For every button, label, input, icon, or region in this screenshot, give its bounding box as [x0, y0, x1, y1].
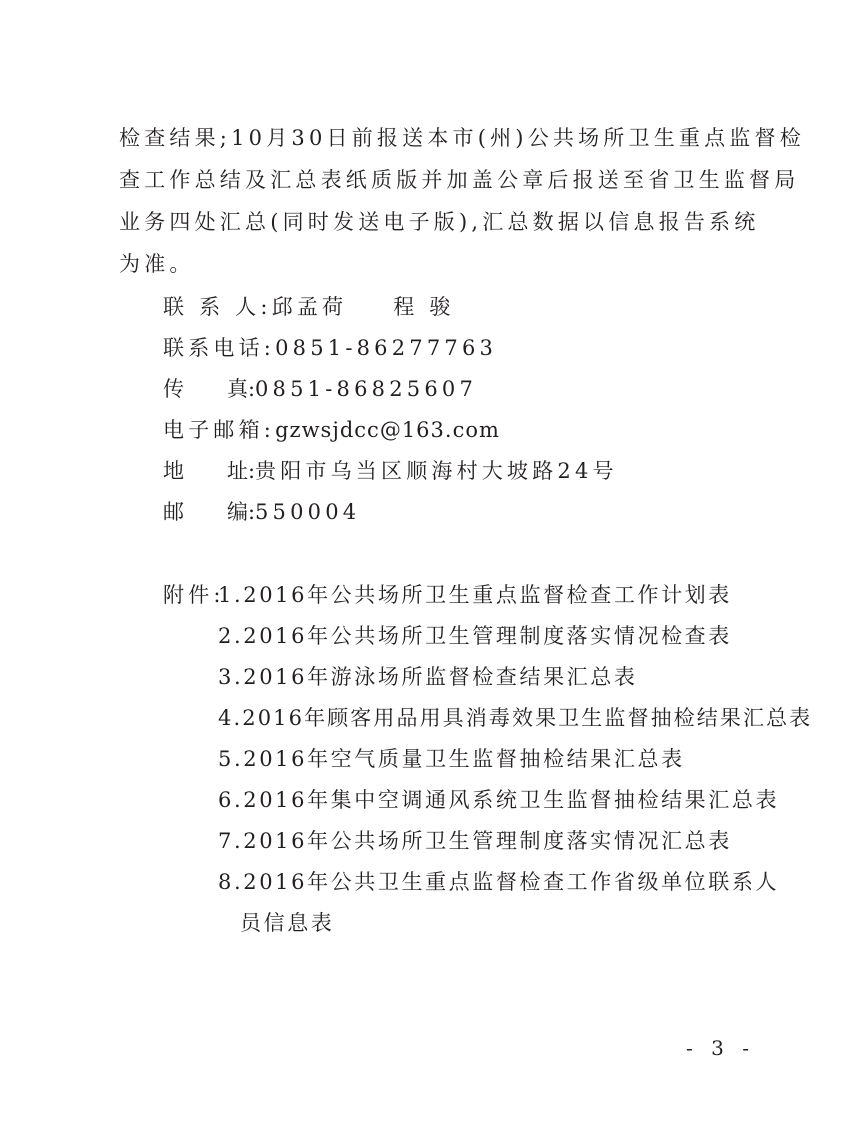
attachment-item-4: 4.2016年顾客用品用具消毒效果卫生监督抽检结果汇总表: [218, 706, 813, 730]
contact-postcode-label-2: 编:: [227, 500, 256, 524]
contact-phone-row: [163, 334, 497, 362]
contact-postcode-label-1: 邮: [163, 500, 184, 524]
contact-fax-label-2: 真:: [227, 377, 256, 401]
contact-email-row: [163, 416, 500, 444]
contact-fax-label-1: 传: [163, 377, 184, 401]
attachment-item-2: 2.2016年公共场所卫生管理制度落实情况检查表: [218, 624, 732, 648]
page-number: - 3 -: [686, 1036, 755, 1060]
contact-person-2: 程 骏: [393, 295, 455, 319]
contact-phone: 0851-86277763: [275, 336, 498, 360]
paragraph-line-3: 业务四处汇总(同时发送电子版),汇总数据以信息报告系统: [119, 210, 760, 234]
contact-postcode: 550004: [255, 500, 361, 524]
attachment-item-7: 7.2016年公共场所卫生管理制度落实情况汇总表: [218, 829, 732, 853]
paragraph-line-4: 为准。: [119, 252, 195, 276]
contact-person-label: 联 系 人:: [163, 295, 272, 319]
contact-postcode-row: [163, 498, 360, 526]
contact-person-row: [163, 293, 455, 321]
attachment-item-8: 8.2016年公共卫生重点监督检查工作省级单位联系人: [218, 870, 780, 894]
contact-email: gzwsjdcc@163.com: [275, 418, 500, 442]
paragraph-line-1: 检查结果;10月30日前报送本市(州)公共场所卫生重点监督检: [119, 126, 805, 150]
attachment-item-1: 1.2016年公共场所卫生重点监督检查工作计划表: [218, 583, 732, 607]
contact-phone-label: 联系电话:: [163, 336, 276, 360]
contact-address-label-2: 址:: [227, 459, 256, 483]
attachment-item-6: 6.2016年集中空调通风系统卫生监督抽检结果汇总表: [218, 788, 780, 812]
contact-fax: 0851-86825607: [255, 377, 478, 401]
contact-fax-row: [163, 375, 477, 403]
attachment-item-5: 5.2016年空气质量卫生监督抽检结果汇总表: [218, 747, 685, 771]
contact-person-1: 邱孟荷: [271, 295, 348, 319]
attachment-item-3: 3.2016年游泳场所监督检查结果汇总表: [218, 665, 638, 689]
contact-address-row: [163, 457, 618, 485]
contact-email-label: 电子邮箱:: [163, 418, 276, 442]
contact-address: 贵阳市乌当区顺海村大坡路24号: [255, 459, 618, 483]
attachments-label: 附件:: [163, 583, 225, 607]
attachment-item-8-continuation: 员信息表: [240, 911, 335, 935]
contact-address-label-1: 地: [163, 459, 184, 483]
paragraph-line-2: 查工作总结及汇总表纸质版并加盖公章后报送至省卫生监督局: [119, 168, 800, 192]
